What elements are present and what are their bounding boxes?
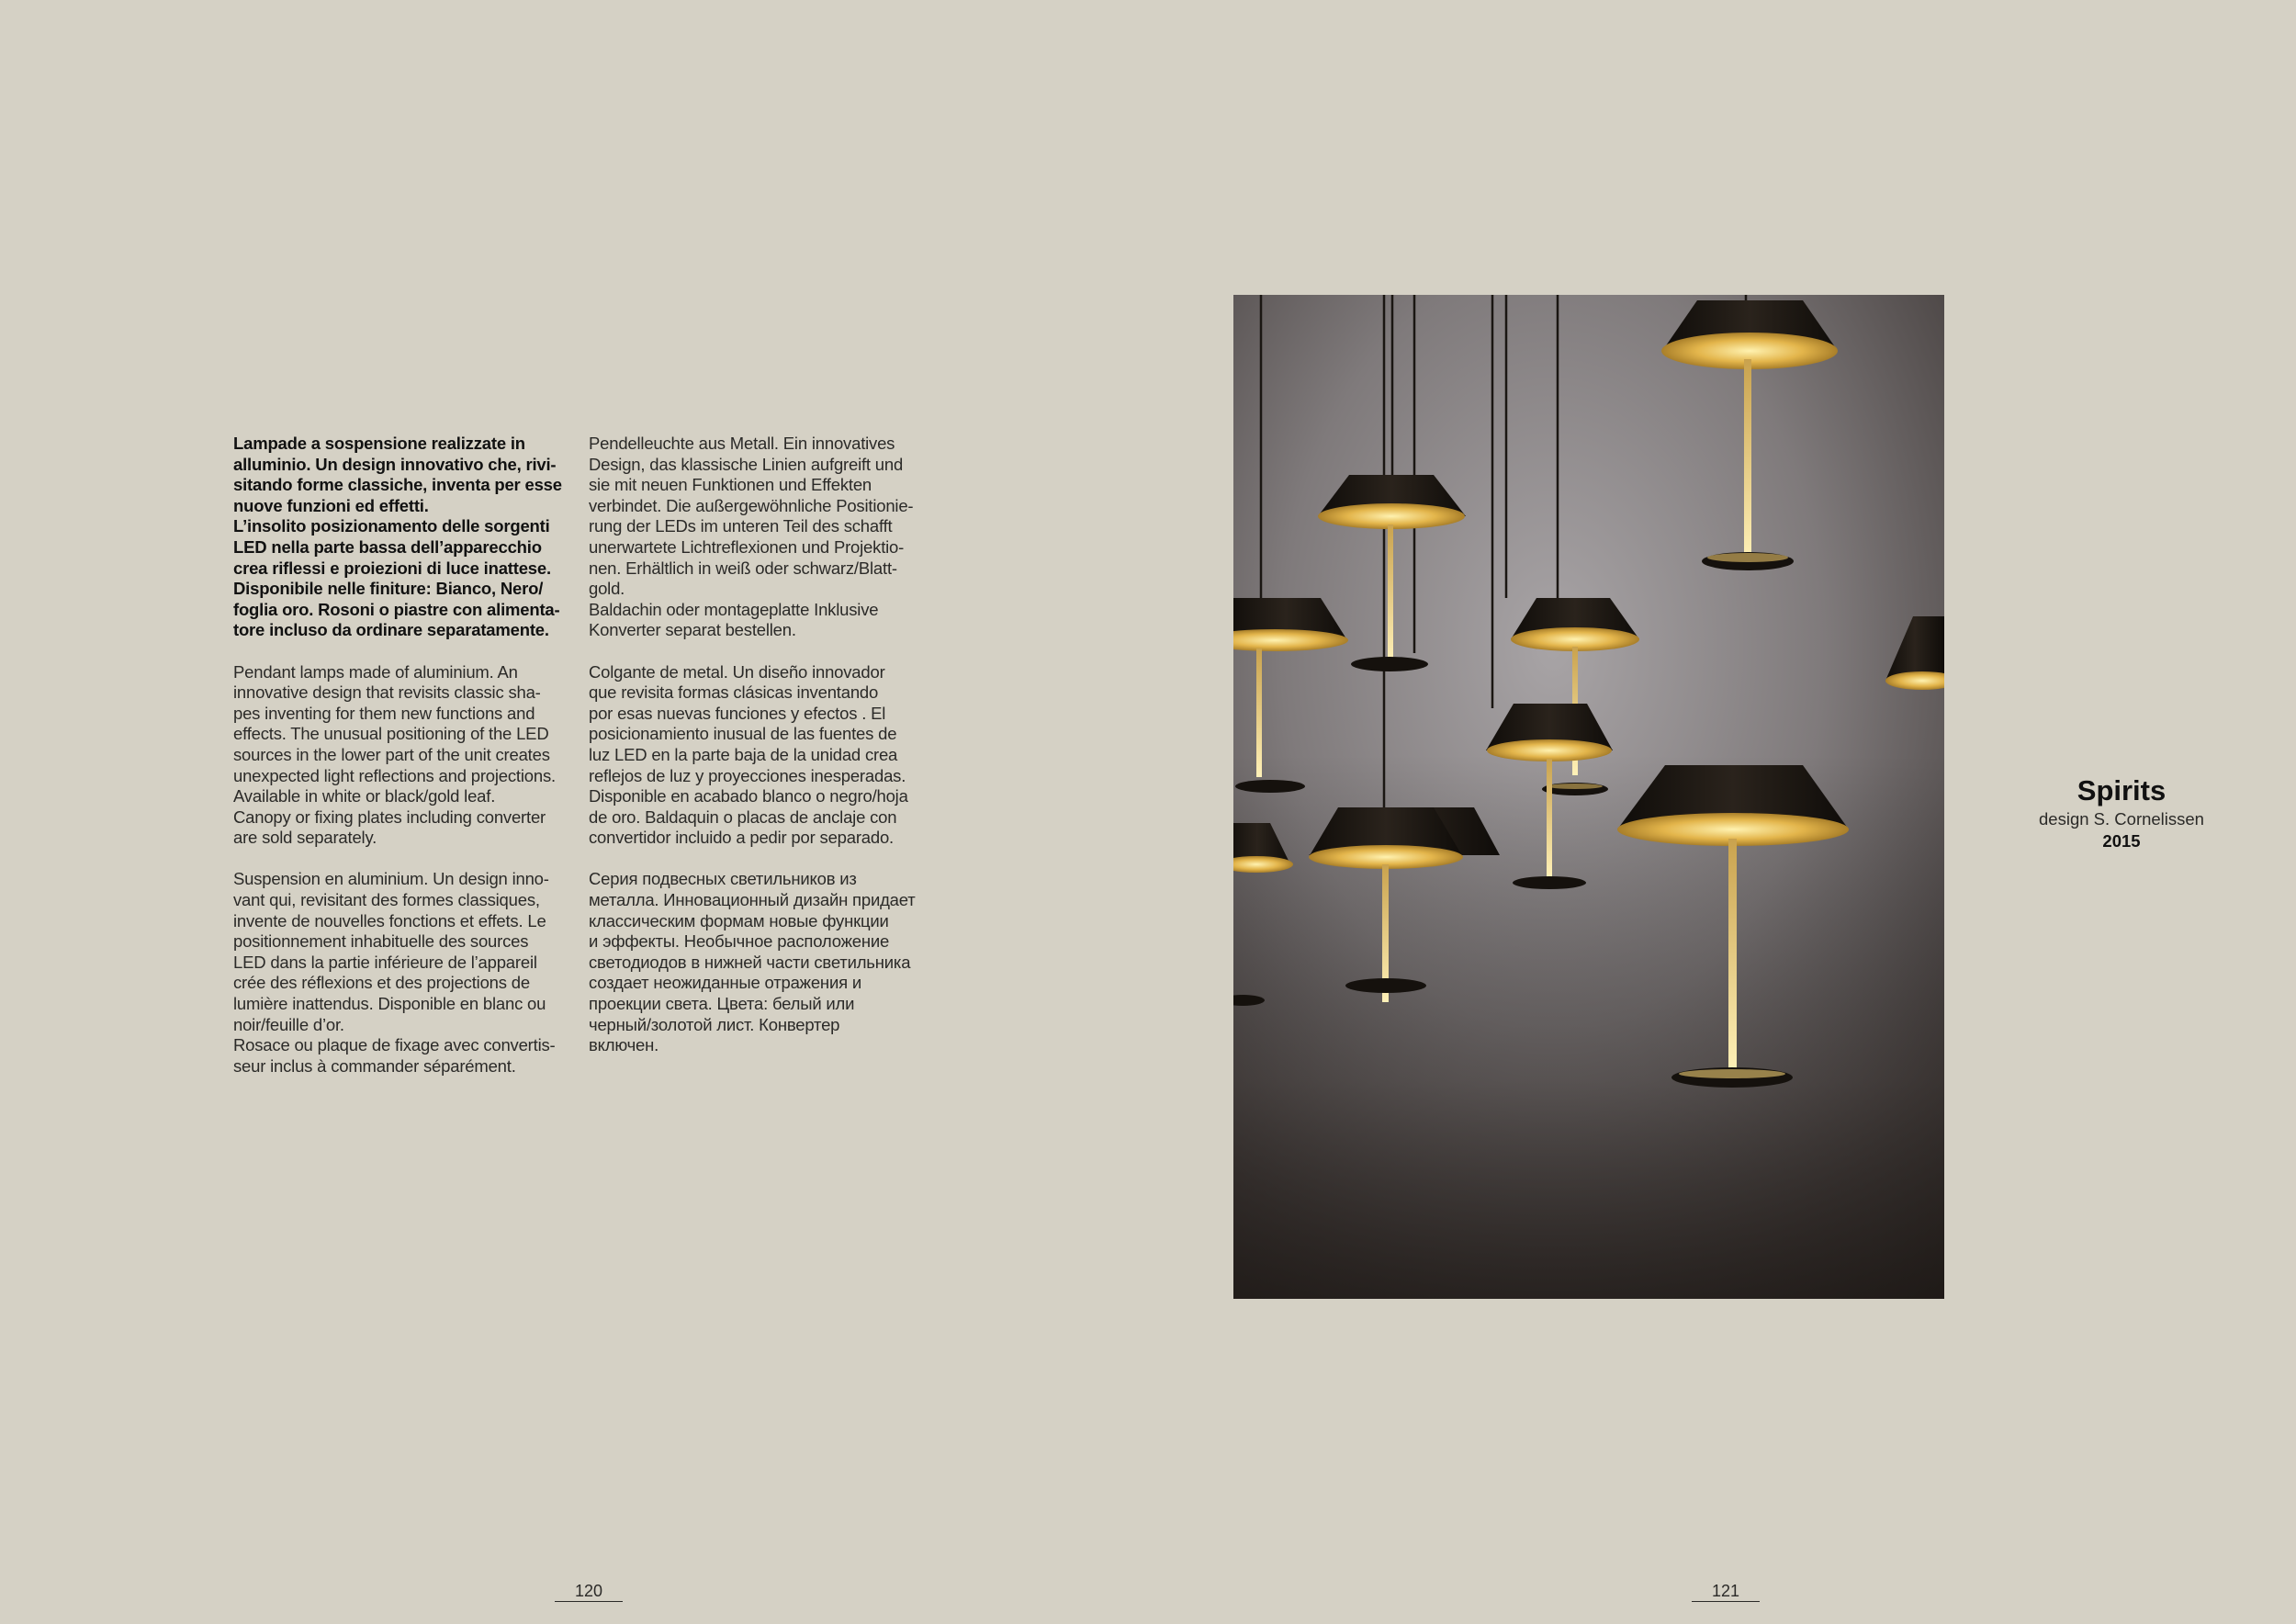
product-name: Spirits xyxy=(2077,774,2167,806)
description-german: Pendelleuchte aus Metall. Ein innovatives Design, das klassische Linien aufgreift und sie mit neuen Funktionen und Effekten verbindet. Die außergewöhnliche Positionie- rung der LEDs im unteren Teil des schafft unerwartete Lichtreflexionen und Projektio- nen. Erhältlich in weiß oder schwarz/Blatt- gold. Baldachin oder montageplatte Inklusive Konverter separat bestellen. xyxy=(589,434,914,640)
description-spanish: Colgante de metal. Un diseño innovador que revisita formas clásicas inventando por esas nuevas funciones y efectos . El posicionamiento inusual de las fuentes de luz LED en la parte baja de la unidad crea reflejos de luz y proyecciones inesperadas. Disponible en acabado blanco o negro/hoja de oro. Baldaquin o placas de anclaje con convertidor incluido a pedir por separado. xyxy=(589,661,908,848)
designer-credit: design S. Cornelissen xyxy=(2039,809,2204,829)
text-column-left xyxy=(233,434,575,1098)
description-russian: Серия подвесных светильников из металла. Инновационный дизайн придает классическим формам новые функции и эффекты. Необычное расположение светодиодов в нижней части светильника создает неожиданные отражения и проекции света. Цвета: белый или черный/золотой лист. Конвертер включен. xyxy=(589,869,916,1055)
description-english: Pendant lamps made of aluminium. An innovative design that revisits classic sha- pes inventing for them new functions and effects. The unusual positioning of the LED sources in the lower part of the unit creates unexpected light reflections and projections. Available in white or black/gold leaf. Canopy or fixing plates including converter are sold separately. xyxy=(233,661,556,848)
page-number-right: 121 xyxy=(1692,1581,1760,1602)
pendant-lamps-photo xyxy=(1233,295,1944,1299)
product-year: 2015 xyxy=(2102,831,2141,851)
text-column-right xyxy=(589,434,930,1077)
description-french: Suspension en aluminium. Un design inno- vant qui, revisitant des formes classiques, invente de nouvelles fonctions et effets. Le positionnement inhabituelle des sources LED dans la partie inférieure de l’appareil crée des réflexions et des projections de lumière inattendus. Disponible en blanc ou noir/feuille d’or. Rosace ou plaque de fixage avec convertis- seur inclus à commander séparément. xyxy=(233,869,556,1076)
product-caption xyxy=(1984,773,2259,852)
page-number-left: 120 xyxy=(555,1581,623,1602)
description-italian: Lampade a sospensione realizzate in alluminio. Un design innovativo che, rivi- sitando forme classiche, inventa per esse nuove funzioni ed effetti. L’insolito posizionamento delle sorgenti LED nella parte bassa dell’apparecchio crea riflessi e proiezioni di luce inattese. Disponibile nelle finiture: Bianco, Nero/ foglia oro. Rosoni o piastre con alimenta- tore incluso da ordinare separatamente. xyxy=(233,434,562,640)
